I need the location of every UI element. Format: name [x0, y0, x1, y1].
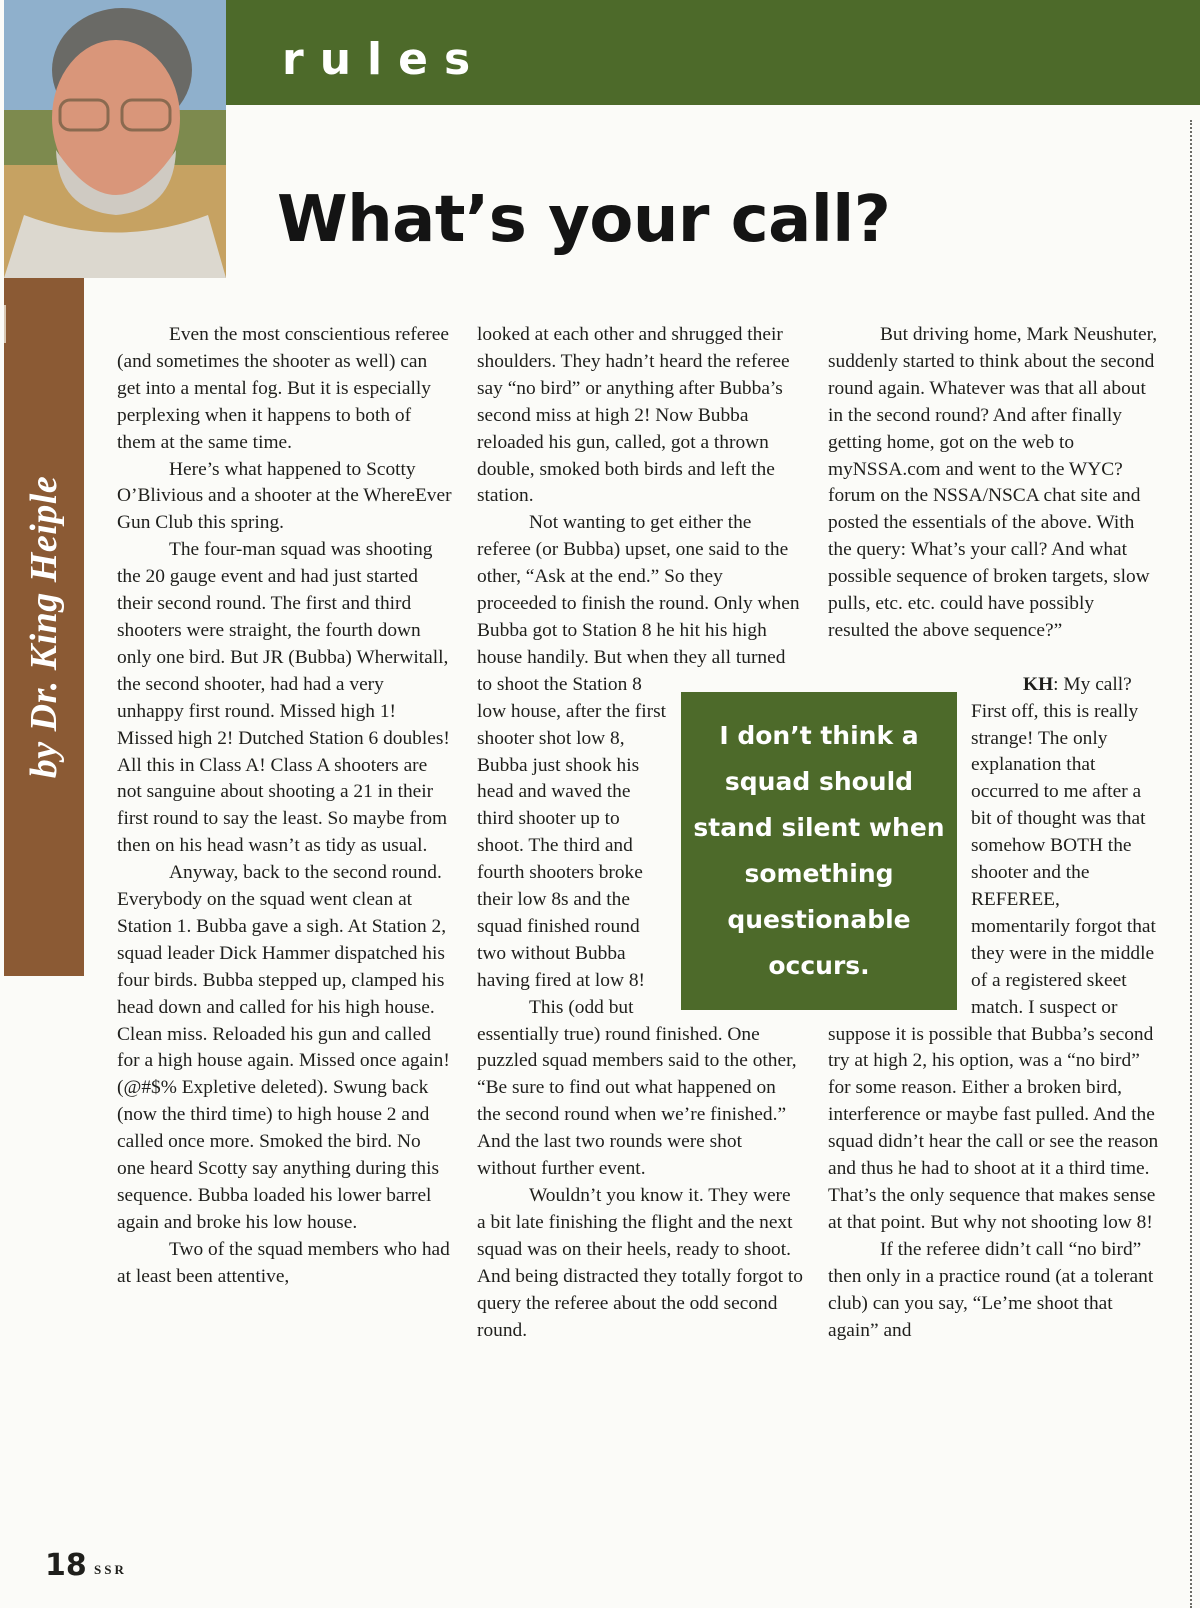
- byline-tick: [4, 305, 18, 343]
- article-column-1: [117, 322, 452, 1291]
- pull-quote: [681, 692, 957, 1010]
- paragraph: The four-man squad was shooting the 20 gauge event and had just started their second round. The first and third shooters were straight, the fourth down only one bird. But JR (Bubba) Wherwitall, the second shooter, had had a very unhappy first round. Missed high 1! Missed high 2! Dutched Station 6 doubles! All this in Class A! Class A shooters are not sanguine about shooting a 21 in their first round to say the least. So maybe from then on his head wasn’t as tidy as usual.: [117, 539, 450, 857]
- paragraph: Not wanting to get either the referee (or Bubba) upset, one said to the other, “Ask at the end.” So they proceeded to finish the round. Only when Bubba got to Station 8 he hit his high house handily. But when they all turned to shoot the Station 8 low house, after the first shooter shot low 8, Bubba just shook his head and waved the third shooter up to shoot. The third and fourth shooters broke their low 8s and the squad finished round two without Bubba having fired at low 8!: [477, 512, 800, 991]
- kh-label: KH: [1023, 673, 1054, 695]
- paragraph: Here’s what happened to Scotty O’Blivious and a shooter at the WhereEver Gun Club this spring.: [117, 458, 452, 534]
- magazine-name: SSR: [94, 1562, 127, 1577]
- paragraph: But driving home, Mark Neushuter, suddenly started to think about the second round again. Whatever was that all about in the second round? And after finally getting home, got on the web to myNSSA.com and went to the WYC? forum on the NSSA/NSCA chat site and posted the essentials of the above. With the query: What’s your call? And what possible sequence of broken targets, slow pulls, etc. etc. could have possibly resulted the above sequence?”: [828, 324, 1158, 641]
- paragraph: looked at each other and shrugged their shoulders. They hadn’t heard the referee say “no bird” or anything after Bubba’s second miss at high 2! Now Bubba reloaded his gun, called, got a thrown double, smoked both birds and left the station.: [477, 324, 790, 507]
- author-photo: [4, 0, 226, 278]
- pull-quote-text: I don’t think a squad should stand silent when something questionable occurs.: [693, 721, 945, 980]
- headline: What’s your call?: [277, 183, 891, 257]
- kh-answer: : My call? First off, this is really strange! The only explanation that occurred to me after a bit of thought was that somehow BOTH the shooter and the REFEREE, momentarily forgot that they were in the middle of a registered skeet match. I suspect or suppose it is possible that Bubba’s second try at high 2, his option, was a “no bird” for some reason. Either a broken bird, interference or maybe fast pulled. And the squad didn’t hear the call or see the reason and thus he had to shoot at it a third time. That’s the only sequence that makes sense at that point. But why not shooting low 8!: [828, 673, 1159, 1233]
- page-number: 18: [45, 1548, 87, 1583]
- paragraph: If the referee didn’t call “no bird” then only in a practice round (at a tolerant club) can you say, “Le’me shoot that again” and: [828, 1238, 1154, 1341]
- paragraph: This (odd but essentially true) round finished. One puzzled squad members said to the other, “Be sure to find out what happened on the second round when we’re finished.” And the last two rounds were shot without further event.: [477, 996, 797, 1180]
- byline: by Dr. King Heiple: [23, 475, 65, 779]
- page-edge-marks: [1190, 120, 1197, 1608]
- paragraph: Anyway, back to the second round. Everybody on the squad went clean at Station 1. Bubba gave a sigh. At Station 2, squad leader Dick Hammer dispatched his four birds. Bubba stepped up, clamped his head down and called for his high house. Clean miss. Reloaded his gun and called for a high house again. Missed once again! (@#$% Expletive deleted). Swung back (now the third time) to high house 2 and called once more. Smoked the bird. No one heard Scotty say anything during this sequence. Bubba loaded his lower barrel again and broke his low house.: [117, 862, 450, 1233]
- section-label: rules: [282, 34, 487, 85]
- paragraph: Wouldn’t you know it. They were a bit late finishing the flight and the next squad was on their heels, ready to shoot. And being distracted they totally forgot to query the referee about the odd second round.: [477, 1185, 803, 1341]
- paragraph: Two of the squad members who had at least been attentive,: [117, 1238, 450, 1287]
- paragraph: Even the most conscientious referee (and sometimes the shooter as well) can get into a mental fog. But it is especially perplexing when it happens to both of them at the same time.: [117, 324, 449, 453]
